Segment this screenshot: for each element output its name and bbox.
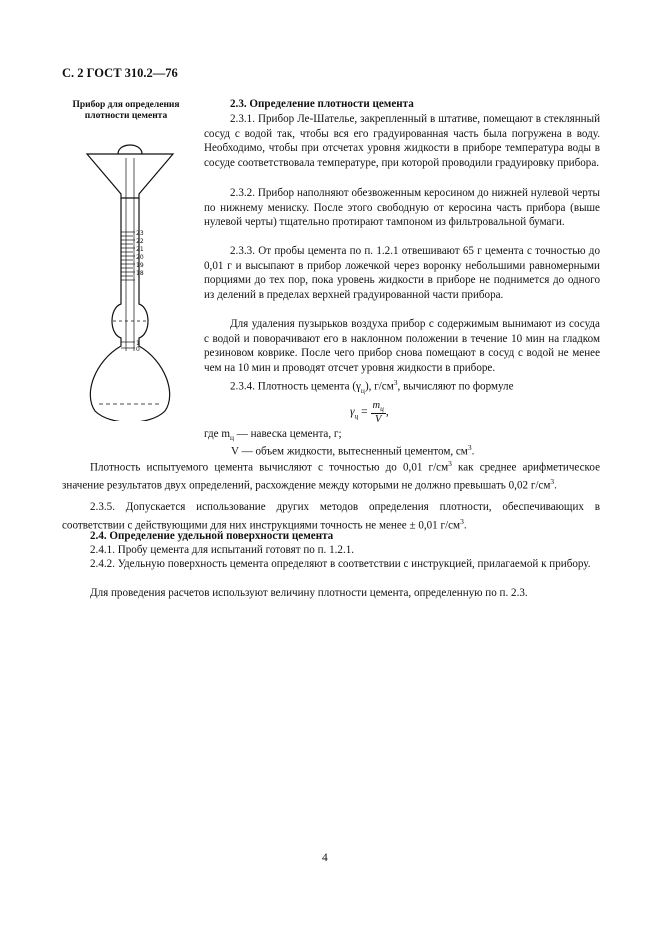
page-number: 4	[322, 852, 328, 864]
funnel-outline	[87, 154, 173, 198]
paragraph-2-4-2: 2.4.2. Удельную поверхность цемента определяют в соответствии с инструкцией, прилагаемой к прибору.	[90, 558, 591, 570]
scale-label-18: 18	[136, 270, 144, 277]
paragraph-2-3-1: 2.3.1. Прибор Ле-Шателье, закрепленный в штативе, помещают в стеклянный сосуд с водой так, чтобы вся его градуированная часть была погружена в воду. Необходимо, чтобы при отсчетах уровня жидкости в приборе температура воды в сосуде соответствовала температуре, при которой проводили градуировку прибора.	[204, 113, 600, 169]
paragraph-2-4-1: 2.4.1. Пробу цемента для испытаний готовят по п. 1.2.1.	[90, 544, 355, 556]
paragraph-2-3-5: 2.3.5. Допускается использование других методов определения плотности, обеспечивающих в соответствии с действующими для них инструкциями точность не менее ± 0,01 $г/см^3$.	[62, 501, 600, 532]
density-formula: $\gamma_ц$ = $\frac{m_ц}{V}$ ,	[350, 400, 389, 426]
scale-label-19: 19	[136, 262, 144, 269]
scale-label-23: 23	[136, 230, 144, 237]
scale-label-1: 1	[136, 340, 140, 347]
le-chatelier-flask-figure	[85, 136, 185, 421]
page-header: С. 2 ГОСТ 310.2—76	[62, 66, 178, 80]
paragraph-accuracy: Плотность испытуемого цемента вычисляют с точностью до 0,01 $г/см^3$ как среднее арифметическое значение результатов двух определений, расхождение между которыми не должно превышать 0,02 $г/см^3$.	[62, 459, 600, 492]
paragraph-air-bubbles: Для удаления пузырьков воздуха прибор с содержимым вынимают из сосуда с водой и поворачивают его в наклонном положении в течение 10 мин на гладком резиновом коврике. После чего прибор снова помещают в сосуд с водой не менее чем на 10 мин и проводят отсчет уровня жидкости в приборе.	[204, 318, 600, 374]
section-2-3-title: 2.3. Определение плотности цемента	[230, 98, 414, 110]
figure-caption: Прибор для определения плотности цемента	[72, 100, 180, 121]
top-bulb	[118, 145, 142, 154]
paragraph-2-3-4: 2.3.4. Плотность цемента $(\gamma_ц)$, $г/см^3$, вычисляют по формуле	[230, 378, 514, 395]
section-2-4-title: 2.4. Определение удельной поверхности цемента	[90, 530, 334, 542]
neck-tube	[90, 198, 169, 421]
paragraph-calculation: Для проведения расчетов используют величину плотности цемента, определенную по п. 2.3.	[90, 587, 528, 599]
inner-tube	[126, 158, 134, 351]
where-v-definition: V — объем жидкости, вытесненный цементом, $см^3$.	[231, 443, 475, 458]
scale-label-0: 0	[136, 346, 140, 353]
paragraph-2-3-2: 2.3.2. Прибор наполняют обезвоженным керосином до нижней нулевой черты по нижнему мениску. После этого свободную от керосина часть прибора (выше нулевой черты) тщательно протирают тампоном из фильтровальной бумаги.	[204, 187, 600, 229]
scale-label-22: 22	[136, 238, 144, 245]
where-m-definition: где $m_ц$ — навеска цемента, г;	[204, 428, 342, 443]
scale-label-20: 20	[136, 254, 144, 261]
scale-label-21: 21	[136, 246, 144, 253]
paragraph-2-3-3: 2.3.3. От пробы цемента по п. 1.2.1 отвешивают 65 г цемента с точностью до 0,01 г и высыпают в прибор ложечкой через воронку небольшими равномерными порциями до тех пор, пока уровень жидкости в приборе не поднимется до одного из делений в пределах верхней градуированной части прибора.	[204, 245, 600, 301]
